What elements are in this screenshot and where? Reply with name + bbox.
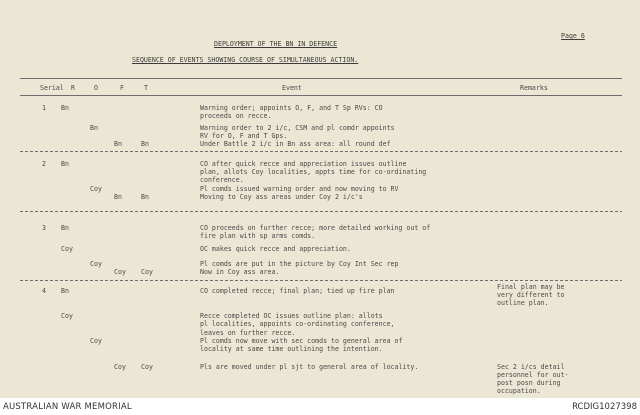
cell-s2-bn-t: Bn [141,193,149,201]
event-line: plan, allots Coy localities, appts time for co-ordinating [200,168,427,176]
remark-line: occupation. [497,387,541,395]
event-line: conference. [200,176,244,184]
event-line: locality at same time outlining the intention. [200,345,383,353]
serial-4: 4 [42,287,46,295]
cell-s2-coy: Coy [90,185,102,193]
remark-line: post posn during [497,379,561,387]
cell-s3-coy-t: Coy [141,268,153,276]
cell-s1-bn-f: Bn [114,140,122,148]
cell-s1-bn-t: Bn [141,140,149,148]
event-line: Warning order to 2 i/c, CSM and pl comdr appoints [200,124,395,132]
event-line: Recce completed OC issues outline plan: allots [200,312,383,320]
remark-line: very different to [497,291,565,299]
remark-line: Final plan may be [497,283,565,291]
event-line: Warning order; appoints O, F, and T Sp RVs: CO [200,104,383,112]
event-line: Pl comds now move with sec comds to general area of [200,337,403,345]
archive-record-id: RCDIG1027398 [572,402,637,412]
event-line: CO proceeds on further recce; more detailed working out of [200,224,431,232]
header-remarks: Remarks [520,84,548,92]
cell-s3-coy-r: Coy [61,245,73,253]
row-divider [20,280,622,281]
page-number: Page 6 [561,32,585,40]
cell-s4-bn: Bn [61,287,69,295]
cell-s4-coy-r: Coy [61,312,73,320]
cell-s3-coy-f: Coy [114,268,126,276]
cell-s2-bn-f: Bn [114,193,122,201]
event-line: Pl comds issued warning order and now moving to RV [200,185,399,193]
cell-s1-bn: Bn [61,104,69,112]
cell-s4-coy-t: Coy [141,363,153,371]
cell-s4-coy-f: Coy [114,363,126,371]
event-line: pl localities, appoints co-ordinating conference, [200,320,395,328]
cell-s3-coy-o: Coy [90,260,102,268]
event-line: Under Battle 2 i/c in Bn ass area: all round def [200,140,391,148]
remark-line: Sec 2 i/cs detail [497,363,565,371]
event-line: Pl comds are put in the picture by Coy Int Sec rep [200,260,399,268]
cell-s2-bn: Bn [61,160,69,168]
event-line: Now in Coy ass area. [200,268,280,276]
header-o: O [94,84,98,92]
header-rule-top [20,78,622,79]
event-line: proceeds on recce. [200,112,272,120]
document-subtitle: SEQUENCE OF EVENTS SHOWING COURSE OF SIMULTANEOUS ACTION. [132,56,359,64]
event-line: OC makes quick recce and appreciation. [200,245,351,253]
header-event: Event [282,84,302,92]
archive-name: AUSTRALIAN WAR MEMORIAL [3,402,132,412]
serial-3: 3 [42,224,46,232]
cell-s3-bn: Bn [61,224,69,232]
event-line: Moving to Coy ass areas under Coy 2 i/c's [200,193,363,201]
event-line: Pls are moved under pl sjt to general area of locality. [200,363,419,371]
header-r: R [71,84,75,92]
event-line: leaves on further recce. [200,329,296,337]
serial-2: 2 [42,160,46,168]
cell-s4-coy-o: Coy [90,337,102,345]
header-t: T [144,84,148,92]
row-divider [20,211,622,212]
header-f: F [120,84,124,92]
serial-1: 1 [42,104,46,112]
event-line: CO completed recce; final plan; tied up fire plan [200,287,395,295]
event-line: fire plan with sp arms comds. [200,232,316,240]
header-rule-bottom [20,95,622,96]
cell-s1-bn-o: Bn [90,124,98,132]
event-line: RV for O, F and T Gps. [200,132,288,140]
archive-footer [0,398,640,415]
document-title: DEPLOYMENT OF THE BN IN DEFENCE [214,40,338,48]
row-divider [20,151,622,152]
remark-line: personnel for out- [497,371,569,379]
header-serial: Serial [40,84,64,92]
event-line: CO after quick recce and appreciation issues outline [200,160,407,168]
remark-line: outline plan. [497,299,549,307]
